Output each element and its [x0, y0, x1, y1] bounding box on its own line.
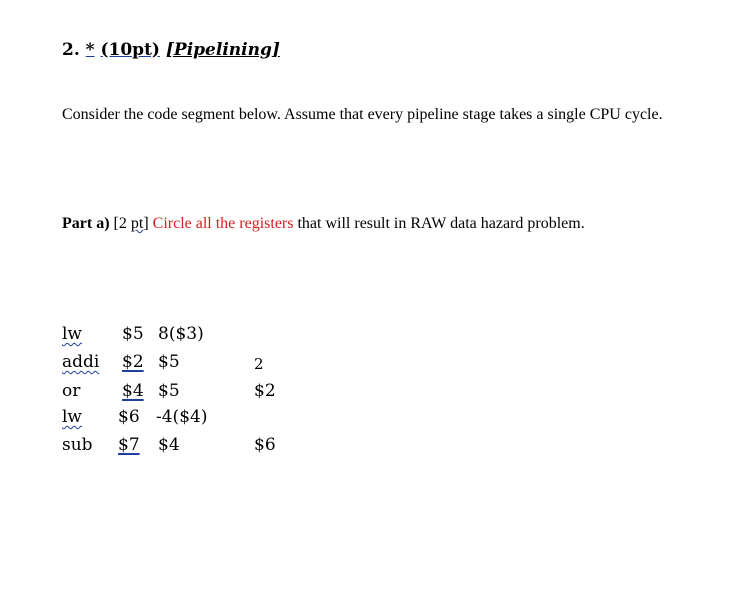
code-line-5-r1: $7: [118, 435, 140, 455]
question-star: *: [85, 40, 95, 60]
code-line-3-op: or: [62, 381, 81, 401]
code-line-2-r3: 2: [254, 355, 264, 373]
intro-paragraph: Consider the code segment below. Assume that every pipeline stage takes a single CPU cycle.: [62, 106, 663, 123]
code-line-5-r2: $4: [158, 435, 180, 455]
code-line-3-r3: $2: [254, 381, 276, 401]
code-line-3-r1: $4: [122, 381, 144, 401]
question-heading: [62, 40, 280, 60]
code-line-2-op: addi: [62, 352, 100, 372]
code-line-1-op: lw: [62, 324, 82, 344]
code-line-3-r2: $5: [158, 381, 180, 401]
part-a-points-close: ]: [143, 215, 149, 232]
code-line-4-op: lw: [62, 407, 82, 427]
part-a-instruction-rest: that will result in RAW data hazard problem.: [297, 215, 585, 232]
part-a-instruction-red: Circle all the registers: [152, 215, 294, 232]
code-line-2-r2: $5: [158, 352, 180, 372]
question-number: 2.: [62, 40, 80, 60]
code-line-5-op: sub: [62, 435, 93, 455]
part-a-instruction: [62, 215, 585, 233]
question-topic: [Pipelining]: [165, 40, 280, 60]
part-a-points-open: [2: [113, 215, 131, 232]
part-a-points-unit: pt: [130, 215, 144, 232]
question-points: (10pt): [100, 40, 160, 60]
code-line-1-r2: 8($3): [158, 324, 204, 344]
part-a-label: Part a): [62, 215, 110, 232]
code-line-4-r2: -4($4): [156, 407, 208, 427]
code-line-2-r1: $2: [122, 352, 144, 372]
code-line-4-r1: $6: [118, 407, 140, 427]
code-line-5-r3: $6: [254, 435, 276, 455]
code-line-1-r1: $5: [122, 324, 144, 344]
